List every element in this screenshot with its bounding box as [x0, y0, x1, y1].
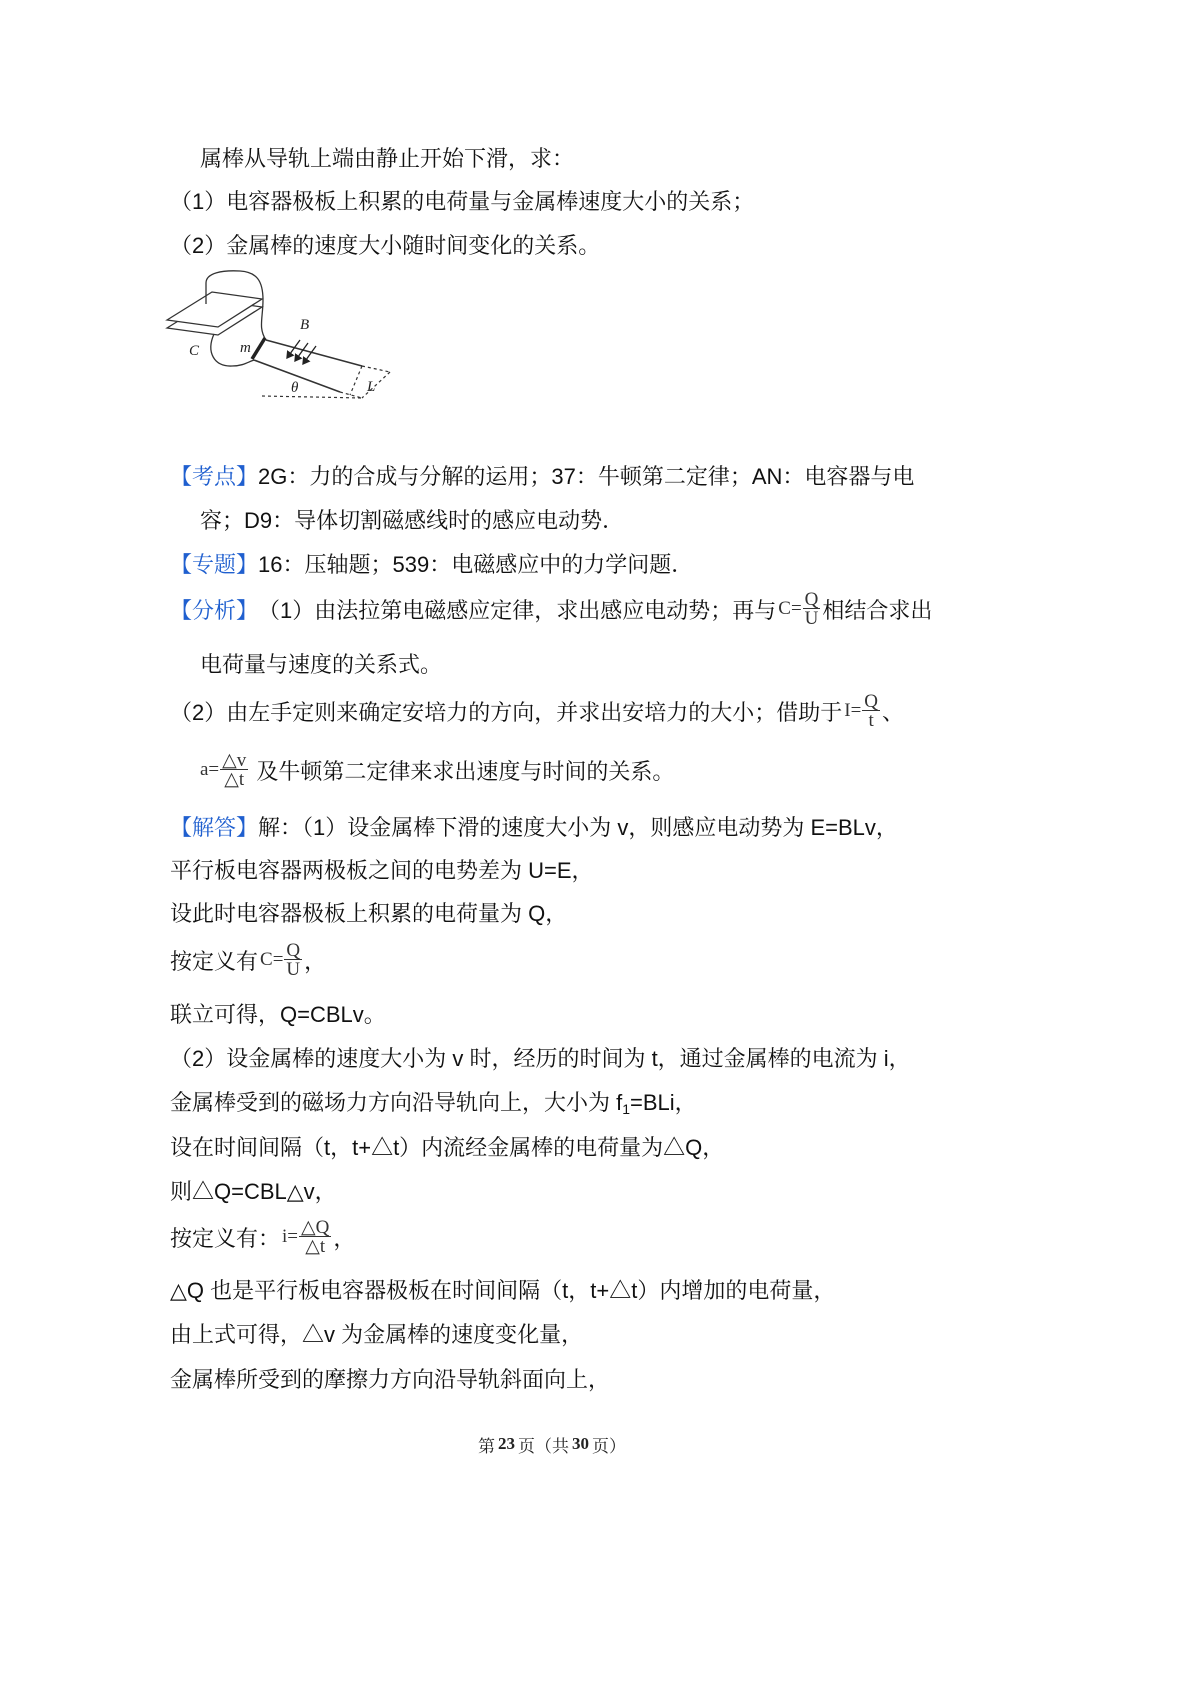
fenxi-separator: 、 [882, 699, 905, 725]
kaodian-text-1: 2G：力的合成与分解的运用；37：牛顿第二定律；AN：电容器与电 [258, 463, 915, 489]
question-1-text: （1）电容器极板上积累的电荷量与金属棒速度大小的关系； [170, 188, 755, 214]
jieda-text-7-wrapper [170, 1086, 697, 1117]
fraction-numerator: Q [804, 589, 819, 610]
fraction [284, 942, 302, 978]
footer-total-pages: 30 [572, 1434, 589, 1453]
jieda-text-4: 按定义有 [170, 948, 259, 974]
fenxi-line-4 [198, 748, 674, 792]
formula-lhs: a= [200, 759, 220, 780]
fenxi-line-2 [200, 641, 442, 685]
jieda-line-4 [170, 938, 326, 982]
metal-rod [252, 338, 265, 359]
fraction-numerator: △Q [301, 1217, 330, 1238]
footer-prefix: 第 [478, 1436, 495, 1456]
question-2-text: （2）金属棒的速度大小随时间变化的关系。 [170, 232, 601, 258]
fenxi-text-3: （2）由左手定则来确定安培力的方向，并求出安培力的大小；借助于 [170, 699, 843, 725]
formula-lhs: C= [260, 949, 284, 970]
jieda-text-7-after: =BLi， [630, 1089, 697, 1115]
capacitor-label: C [189, 343, 200, 359]
formula-lhs: i= [282, 1226, 299, 1247]
formula-lhs: I= [844, 700, 862, 721]
fenxi-line-3 [170, 689, 904, 733]
jieda-text-9: 则△Q=CBL△v， [170, 1178, 337, 1204]
kaodian-line-1 [170, 453, 914, 497]
fenxi-text-2: 电荷量与速度的关系式。 [200, 651, 443, 677]
footer-middle: 页（共 [518, 1436, 569, 1456]
jieda-text-11: △Q 也是平行板电容器极板在时间间隔（t，t+△t）内增加的电荷量， [170, 1277, 836, 1303]
fraction-numerator: Q [864, 691, 879, 712]
fenxi-text-1-after: 相结合求出 [822, 597, 933, 623]
fraction-denominator: U [804, 608, 819, 629]
kaodian-line-2 [200, 497, 624, 541]
footer-suffix: 页） [592, 1436, 626, 1456]
page-footer [452, 1422, 652, 1466]
fraction-denominator: U [286, 959, 301, 980]
field-arrow [303, 346, 316, 364]
jieda-tag: 【解答】 [170, 814, 259, 840]
upper-rail [266, 340, 362, 366]
jieda-text-2: 平行板电容器两极板之间的电势差为 U=E， [170, 857, 594, 883]
jieda-text-3: 设此时电容器极板上积累的电荷量为 Q， [170, 900, 568, 926]
angle-label: θ [291, 380, 299, 396]
spacing-label: L [367, 379, 376, 395]
fraction [299, 1219, 331, 1255]
jieda-text-6: （2）设金属棒的速度大小为 v 时，经历的时间为 t，通过金属棒的电流为 i， [170, 1045, 911, 1071]
formula-acceleration [200, 752, 248, 788]
rail-cross-dashed [350, 366, 362, 395]
jieda-text-10: 按定义有： [170, 1225, 281, 1251]
fraction [803, 591, 821, 627]
jieda-text-10-after: ， [333, 1225, 356, 1251]
jieda-line-7 [170, 1079, 697, 1123]
jieda-line-10 [170, 1215, 355, 1259]
formula-capacitance [778, 591, 820, 627]
jieda-line-13 [170, 1356, 610, 1400]
footer-page-number: 23 [498, 1434, 515, 1453]
formula-current [844, 693, 880, 729]
jieda-line-9 [170, 1168, 337, 1212]
jieda-line-6 [170, 1035, 911, 1079]
kaodian-tag: 【考点】 [170, 463, 259, 489]
jieda-line-2 [170, 847, 594, 891]
fraction [220, 752, 248, 788]
fraction-numerator: Q [286, 940, 301, 961]
jieda-text-12: 由上式可得，△v 为金属棒的速度变化量， [170, 1321, 584, 1347]
jieda-text-13: 金属棒所受到的摩擦力方向沿导轨斜面向上， [170, 1366, 611, 1392]
jieda-text-7: 金属棒受到的磁场力方向沿导轨向上，大小为 f [170, 1089, 623, 1115]
zhuanti-tag: 【专题】 [170, 551, 259, 577]
fenxi-line-1 [170, 587, 932, 631]
fenxi-text-4: 及牛顿第二定律来求出速度与时间的关系。 [250, 758, 675, 784]
jieda-line-1 [170, 804, 898, 848]
question-1 [170, 178, 754, 222]
jieda-line-11 [170, 1267, 835, 1311]
fraction-denominator: △t [224, 769, 245, 790]
fraction [862, 693, 880, 729]
jieda-text-8: 设在时间间隔（t，t+△t）内流经金属棒的电荷量为△Q， [170, 1134, 725, 1160]
jieda-text-1: 解：（1）设金属棒下滑的速度大小为 v，则感应电动势为 E=BLv， [258, 814, 898, 840]
jieda-line-8 [170, 1124, 724, 1168]
subscript: 1 [622, 1100, 631, 1117]
problem-intro [200, 135, 574, 179]
jieda-text-5: 联立可得，Q=CBLv。 [170, 1001, 386, 1027]
fraction-denominator: t [868, 710, 874, 731]
upper-rail-dashed [362, 366, 390, 372]
jieda-line-3 [170, 890, 567, 934]
formula-capacitance [260, 942, 302, 978]
fenxi-text-1: （1）由法拉第电磁感应定律，求出感应电动势；再与 [258, 597, 777, 623]
fraction-numerator: △v [222, 750, 247, 771]
horizontal-reference-dashed [262, 396, 362, 398]
fenxi-tag: 【分析】 [170, 597, 259, 623]
lower-rail-dashed [340, 392, 362, 398]
capacitor-rail-figure [160, 262, 400, 412]
zhuanti-text: 16：压轴题；539：电磁感应中的力学问题． [258, 551, 694, 577]
field-label: B [300, 317, 310, 333]
problem-intro-text: 属棒从导轨上端由静止开始下滑，求： [200, 145, 575, 171]
jieda-line-12 [170, 1311, 583, 1355]
rod-label: m [240, 340, 251, 356]
field-arrow [295, 343, 308, 361]
question-2 [170, 222, 600, 266]
fraction-denominator: △t [305, 1236, 326, 1257]
zhuanti-line [170, 541, 693, 585]
formula-current-definition [282, 1219, 331, 1255]
formula-lhs: C= [778, 598, 802, 619]
jieda-line-5 [170, 991, 386, 1035]
kaodian-text-2: 容；D9：导体切割磁感线时的感应电动势． [200, 507, 625, 533]
jieda-text-4-after: ， [304, 948, 327, 974]
